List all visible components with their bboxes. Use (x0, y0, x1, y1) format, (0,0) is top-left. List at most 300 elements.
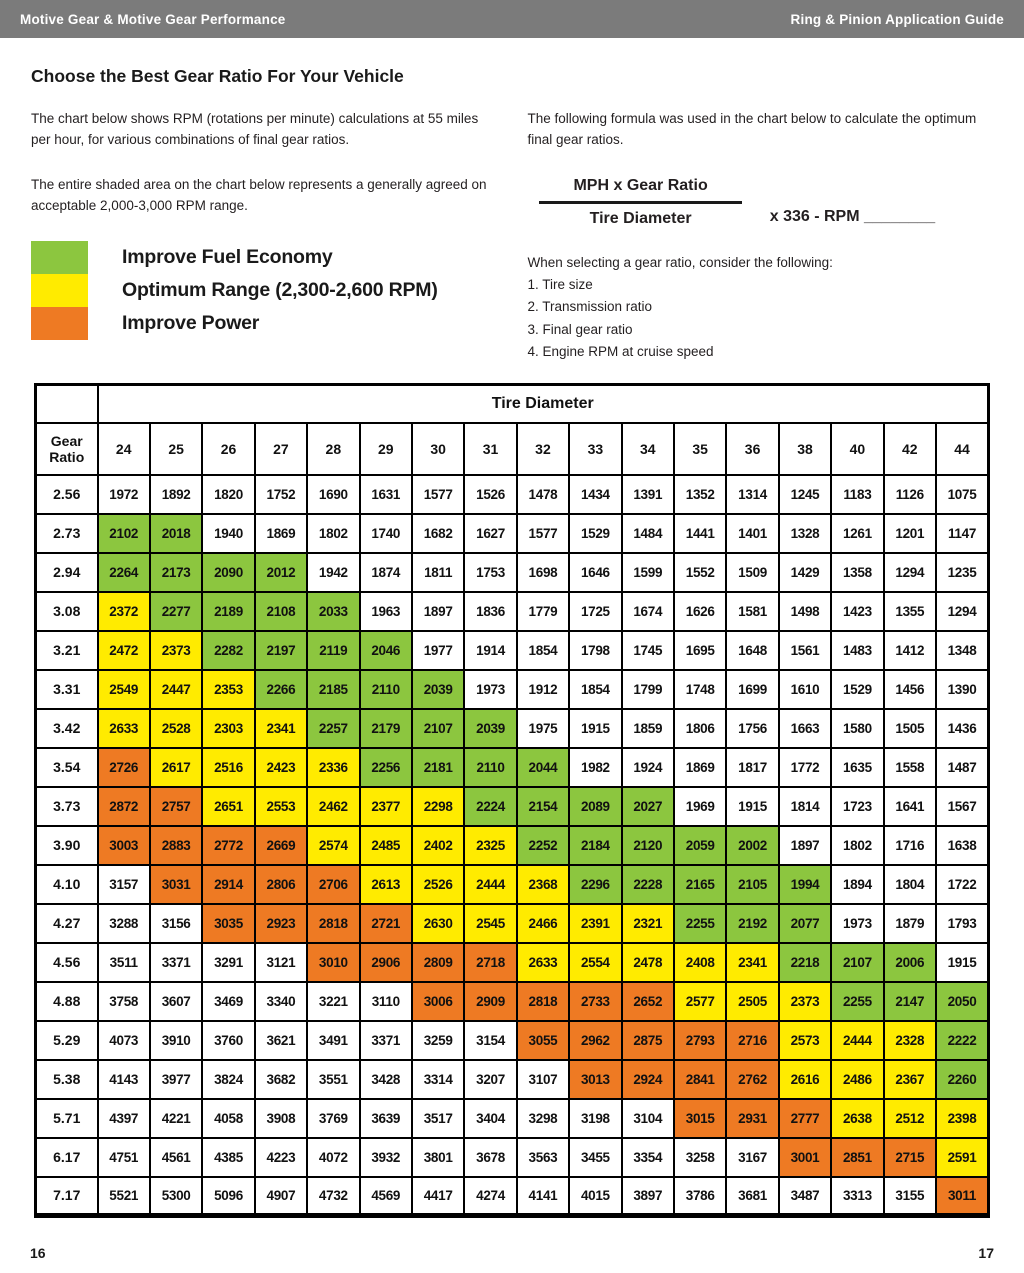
rpm-cell: 2046 (360, 631, 412, 670)
rpm-cell: 2277 (150, 592, 202, 631)
rpm-cell: 2444 (831, 1021, 883, 1060)
rpm-cell: 1977 (412, 631, 464, 670)
rpm-cell: 1456 (884, 670, 936, 709)
gear-ratio-cell: 5.29 (36, 1021, 98, 1060)
rpm-cell: 1529 (569, 514, 621, 553)
rpm-cell: 2107 (412, 709, 464, 748)
gear-ratio-row (36, 865, 989, 904)
header-right-title: Ring & Pinion Application Guide (790, 11, 1004, 27)
page-number-left: 16 (30, 1245, 46, 1261)
rpm-cell: 1994 (779, 865, 831, 904)
tire-diameter-column-header: 27 (255, 423, 307, 475)
rpm-cell: 3011 (936, 1177, 989, 1216)
rpm-cell: 2224 (464, 787, 516, 826)
rpm-cell: 2962 (569, 1021, 621, 1060)
legend-item-power (31, 307, 498, 340)
rpm-cell: 3371 (150, 943, 202, 982)
rpm-cell: 2059 (674, 826, 726, 865)
rpm-cell: 2027 (622, 787, 674, 826)
rpm-cell: 3897 (622, 1177, 674, 1216)
rpm-cell: 1722 (936, 865, 989, 904)
rpm-cell: 3104 (622, 1099, 674, 1138)
gear-ratio-cell: 2.73 (36, 514, 98, 553)
rpm-cell: 2108 (255, 592, 307, 631)
rpm-cell: 3758 (98, 982, 150, 1021)
rpm-cell: 3258 (674, 1138, 726, 1177)
rpm-cell: 1478 (517, 475, 569, 514)
rpm-cell: 2373 (779, 982, 831, 1021)
rpm-cell: 2818 (517, 982, 569, 1021)
rpm-cell: 1558 (884, 748, 936, 787)
rpm-cell: 2257 (307, 709, 359, 748)
rpm-cell: 3314 (412, 1060, 464, 1099)
gear-ratio-cell: 2.94 (36, 553, 98, 592)
rpm-cell: 1690 (307, 475, 359, 514)
rpm-cell: 1580 (831, 709, 883, 748)
rpm-cell: 3678 (464, 1138, 516, 1177)
top-header-bar (0, 0, 1024, 38)
rpm-cell: 4072 (307, 1138, 359, 1177)
rpm-cell: 2398 (936, 1099, 989, 1138)
rpm-cell: 1802 (307, 514, 359, 553)
rpm-cell: 2466 (517, 904, 569, 943)
rpm-cell: 1793 (936, 904, 989, 943)
rpm-cell: 1699 (726, 670, 778, 709)
gear-ratio-row (36, 670, 989, 709)
rpm-cell: 2336 (307, 748, 359, 787)
rpm-cell: 2120 (622, 826, 674, 865)
rpm-cell: 4561 (150, 1138, 202, 1177)
rpm-cell: 3288 (98, 904, 150, 943)
gear-ratio-row (36, 787, 989, 826)
rpm-cell: 2181 (412, 748, 464, 787)
rpm-cell: 1817 (726, 748, 778, 787)
tire-diameter-column-header: 44 (936, 423, 989, 475)
formula-fraction (539, 177, 741, 228)
rpm-cell: 2617 (150, 748, 202, 787)
rpm-cell: 2706 (307, 865, 359, 904)
rpm-cell: 1328 (779, 514, 831, 553)
rpm-cell: 2613 (360, 865, 412, 904)
rpm-cell: 3517 (412, 1099, 464, 1138)
rpm-cell: 4385 (202, 1138, 254, 1177)
tire-diameter-column-header: 42 (884, 423, 936, 475)
rpm-cell: 2185 (307, 670, 359, 709)
rpm-cell: 1147 (936, 514, 989, 553)
gear-ratio-cell: 5.71 (36, 1099, 98, 1138)
rpm-cell: 3621 (255, 1021, 307, 1060)
rpm-cell: 3154 (464, 1021, 516, 1060)
intro-left-column (31, 109, 498, 363)
rpm-cell: 1740 (360, 514, 412, 553)
rpm-cell: 3055 (517, 1021, 569, 1060)
rpm-cell: 2173 (150, 553, 202, 592)
rpm-cell: 1627 (464, 514, 516, 553)
gear-ratio-row (36, 709, 989, 748)
rpm-cell: 3469 (202, 982, 254, 1021)
gear-ratio-cell: 6.17 (36, 1138, 98, 1177)
rpm-cell: 3157 (98, 865, 150, 904)
rpm-cell: 1577 (412, 475, 464, 514)
rpm-cell: 1975 (517, 709, 569, 748)
tire-diameter-header-row (36, 385, 989, 423)
gear-selection-considerations (527, 252, 993, 363)
rpm-cell: 1859 (622, 709, 674, 748)
rpm-cell: 5300 (150, 1177, 202, 1216)
rpm-cell: 2107 (831, 943, 883, 982)
rpm-cell: 3354 (622, 1138, 674, 1177)
gear-ratio-row (36, 514, 989, 553)
rpm-cell: 3681 (726, 1177, 778, 1216)
rpm-cell: 1484 (622, 514, 674, 553)
rpm-cell: 2505 (726, 982, 778, 1021)
rpm-cell: 2325 (464, 826, 516, 865)
gear-ratio-row (36, 1021, 989, 1060)
rpm-cell: 1401 (726, 514, 778, 553)
rpm-cell: 1348 (936, 631, 989, 670)
gear-ratio-row (36, 943, 989, 982)
rpm-cell: 2726 (98, 748, 150, 787)
gear-ratio-row (36, 904, 989, 943)
intro-paragraph-1: The chart below shows RPM (rotations per minute) calculations at 55 miles per hour, for various combinations of final gear ratios. (31, 111, 479, 147)
rpm-cell: 1915 (726, 787, 778, 826)
rpm-cell: 2321 (622, 904, 674, 943)
gear-ratio-cell: 3.73 (36, 787, 98, 826)
rpm-cell: 1894 (831, 865, 883, 904)
rpm-cell: 2228 (622, 865, 674, 904)
rpm-cell: 3371 (360, 1021, 412, 1060)
rpm-cell: 3003 (98, 826, 150, 865)
rpm-cell: 1924 (622, 748, 674, 787)
rpm-cell: 1314 (726, 475, 778, 514)
rpm-cell: 3198 (569, 1099, 621, 1138)
rpm-cell: 2372 (98, 592, 150, 631)
rpm-cell: 2486 (831, 1060, 883, 1099)
tire-diameter-column-header: 31 (464, 423, 516, 475)
rpm-cell: 2328 (884, 1021, 936, 1060)
gear-ratio-row (36, 631, 989, 670)
rpm-cell: 3786 (674, 1177, 726, 1216)
rpm-cell: 1814 (779, 787, 831, 826)
rpm-cell: 3110 (360, 982, 412, 1021)
rpm-cell: 3010 (307, 943, 359, 982)
rpm-cell: 2089 (569, 787, 621, 826)
gear-ratio-cell: 4.10 (36, 865, 98, 904)
consideration-item: 1. Tire size (527, 277, 593, 293)
rpm-cell: 2793 (674, 1021, 726, 1060)
rpm-cell: 1498 (779, 592, 831, 631)
tire-diameter-column-header: 40 (831, 423, 883, 475)
intro-columns (31, 109, 993, 363)
rpm-cell: 1487 (936, 748, 989, 787)
rpm-cell: 1914 (464, 631, 516, 670)
rpm-cell: 1358 (831, 553, 883, 592)
tire-diameter-header: Tire Diameter (98, 385, 989, 423)
rpm-cell: 3563 (517, 1138, 569, 1177)
rpm-cell: 2039 (464, 709, 516, 748)
rpm-cell: 1294 (884, 553, 936, 592)
legend-item-optimum-range (31, 274, 498, 307)
gear-ratio-cell: 3.31 (36, 670, 98, 709)
rpm-cell: 1972 (98, 475, 150, 514)
formula-suffix: x 336 - RPM ________ (769, 207, 936, 225)
rpm-cell: 3155 (884, 1177, 936, 1216)
rpm-cell: 5521 (98, 1177, 150, 1216)
rpm-cell: 2368 (517, 865, 569, 904)
rpm-cell: 1802 (831, 826, 883, 865)
rpm-cell: 2298 (412, 787, 464, 826)
rpm-cell: 1245 (779, 475, 831, 514)
rpm-cell: 2189 (202, 592, 254, 631)
rpm-cell: 2757 (150, 787, 202, 826)
rpm-cell: 1646 (569, 553, 621, 592)
rpm-cell: 1820 (202, 475, 254, 514)
rpm-cell: 2883 (150, 826, 202, 865)
rpm-cell: 2616 (779, 1060, 831, 1099)
rpm-cell: 2733 (569, 982, 621, 1021)
header-left-title: Motive Gear & Motive Gear Performance (20, 11, 286, 27)
rpm-cell: 2090 (202, 553, 254, 592)
rpm-cell: 3824 (202, 1060, 254, 1099)
rpm-cell: 2931 (726, 1099, 778, 1138)
rpm-cell: 4221 (150, 1099, 202, 1138)
rpm-cell: 3313 (831, 1177, 883, 1216)
gear-ratio-cell: 5.38 (36, 1060, 98, 1099)
rpm-cell: 1940 (202, 514, 254, 553)
rpm-cell: 4141 (517, 1177, 569, 1216)
considerations-title: When selecting a gear ratio, consider the following: (527, 254, 833, 270)
rpm-cell: 1963 (360, 592, 412, 631)
rpm-cell: 1663 (779, 709, 831, 748)
rpm-cell: 2006 (884, 943, 936, 982)
rpm-cell: 4417 (412, 1177, 464, 1216)
rpm-cell: 3259 (412, 1021, 464, 1060)
consideration-item: 2. Transmission ratio (527, 299, 653, 315)
rpm-cell: 2573 (779, 1021, 831, 1060)
rpm-cell: 3035 (202, 904, 254, 943)
rpm-cell: 1567 (936, 787, 989, 826)
rpm-cell: 3298 (517, 1099, 569, 1138)
rpm-cell: 1836 (464, 592, 516, 631)
rpm-cell: 1798 (569, 631, 621, 670)
gear-ratio-cell: 3.90 (36, 826, 98, 865)
rpm-cell: 3639 (360, 1099, 412, 1138)
rpm-cell: 1772 (779, 748, 831, 787)
rpm-cell: 1635 (831, 748, 883, 787)
rpm-cell: 3006 (412, 982, 464, 1021)
rpm-cell: 2353 (202, 670, 254, 709)
rpm-cell: 2909 (464, 982, 516, 1021)
rpm-cell: 1912 (517, 670, 569, 709)
rpm-cell: 2721 (360, 904, 412, 943)
rpm-cell: 1869 (255, 514, 307, 553)
rpm-cell: 2638 (831, 1099, 883, 1138)
tire-diameter-column-header: 34 (622, 423, 674, 475)
rpm-cell: 4397 (98, 1099, 150, 1138)
intro-right-column (527, 109, 993, 363)
rpm-cell: 1752 (255, 475, 307, 514)
tire-diameter-column-header: 36 (726, 423, 778, 475)
rpm-cell: 1505 (884, 709, 936, 748)
rpm-cell: 1436 (936, 709, 989, 748)
gear-ratio-row (36, 553, 989, 592)
rpm-cell: 2266 (255, 670, 307, 709)
gear-ratio-cell: 3.54 (36, 748, 98, 787)
rpm-cell: 1429 (779, 553, 831, 592)
rpm-cell: 4058 (202, 1099, 254, 1138)
rpm-cell: 2105 (726, 865, 778, 904)
rpm-cell: 2255 (831, 982, 883, 1021)
rpm-cell: 2444 (464, 865, 516, 904)
column-header-row (36, 423, 989, 475)
rpm-cell: 1748 (674, 670, 726, 709)
rpm-cell: 2806 (255, 865, 307, 904)
rpm-cell: 1804 (884, 865, 936, 904)
gear-ratio-row (36, 1177, 989, 1216)
rpm-cell: 2777 (779, 1099, 831, 1138)
rpm-cell: 2516 (202, 748, 254, 787)
rpm-cell: 2669 (255, 826, 307, 865)
rpm-cell: 2154 (517, 787, 569, 826)
rpm-cell: 1577 (517, 514, 569, 553)
rpm-cell: 2147 (884, 982, 936, 1021)
rpm-cell: 3760 (202, 1021, 254, 1060)
rpm-cell: 2549 (98, 670, 150, 709)
rpm-cell: 1581 (726, 592, 778, 631)
rpm-cell: 2218 (779, 943, 831, 982)
tire-diameter-column-header: 25 (150, 423, 202, 475)
rpm-cell: 2391 (569, 904, 621, 943)
rpm-cell: 3932 (360, 1138, 412, 1177)
rpm-cell: 2512 (884, 1099, 936, 1138)
gear-ratio-cell: 4.88 (36, 982, 98, 1021)
gear-ratio-row (36, 1099, 989, 1138)
rpm-cell: 2002 (726, 826, 778, 865)
rpm-cell: 2282 (202, 631, 254, 670)
consideration-item: 4. Engine RPM at cruise speed (527, 343, 714, 359)
rpm-cell: 1879 (884, 904, 936, 943)
rpm-cell: 1201 (884, 514, 936, 553)
rpm-cell: 1716 (884, 826, 936, 865)
rpm-cell: 3487 (779, 1177, 831, 1216)
rpm-cell: 1811 (412, 553, 464, 592)
rpm-cell: 1529 (831, 670, 883, 709)
rpm-cell: 3167 (726, 1138, 778, 1177)
rpm-cell: 2574 (307, 826, 359, 865)
rpm-cell: 1434 (569, 475, 621, 514)
gear-ratio-cell: 3.21 (36, 631, 98, 670)
rpm-cell: 3801 (412, 1138, 464, 1177)
rpm-cell: 1779 (517, 592, 569, 631)
rpm-cell: 1854 (517, 631, 569, 670)
gear-ratio-cell: 4.56 (36, 943, 98, 982)
rpm-cell: 4751 (98, 1138, 150, 1177)
rpm-cell: 1897 (412, 592, 464, 631)
rpm-cell: 2255 (674, 904, 726, 943)
rpm-cell: 2577 (674, 982, 726, 1021)
rpm-cell: 1753 (464, 553, 516, 592)
gear-ratio-row (36, 982, 989, 1021)
tire-diameter-column-header: 33 (569, 423, 621, 475)
rpm-cell: 2402 (412, 826, 464, 865)
rpm-cell: 1723 (831, 787, 883, 826)
rpm-cell: 2591 (936, 1138, 989, 1177)
rpm-cell: 1892 (150, 475, 202, 514)
consideration-item: 3. Final gear ratio (527, 321, 633, 337)
rpm-cell: 2485 (360, 826, 412, 865)
rpm-cell: 1441 (674, 514, 726, 553)
rpm-cell: 2818 (307, 904, 359, 943)
gear-ratio-cell: 4.27 (36, 904, 98, 943)
legend-label: Improve Fuel Economy (122, 245, 333, 268)
rpm-cell: 2367 (884, 1060, 936, 1099)
tire-diameter-column-header: 28 (307, 423, 359, 475)
gear-ratio-cell: 3.42 (36, 709, 98, 748)
rpm-cell: 3121 (255, 943, 307, 982)
gear-ratio-row (36, 1138, 989, 1177)
rpm-cell: 4274 (464, 1177, 516, 1216)
rpm-cell: 1641 (884, 787, 936, 826)
rpm-cell: 2119 (307, 631, 359, 670)
tire-diameter-column-header: 29 (360, 423, 412, 475)
rpm-cell: 2077 (779, 904, 831, 943)
rpm-formula (539, 177, 993, 228)
legend-label: Improve Power (122, 311, 260, 334)
gear-ratio-rpm-table (34, 383, 990, 1218)
rpm-cell: 3031 (150, 865, 202, 904)
rpm-cell: 2809 (412, 943, 464, 982)
gear-ratio-cell: 3.08 (36, 592, 98, 631)
rpm-cell: 2851 (831, 1138, 883, 1177)
rpm-cell: 2526 (412, 865, 464, 904)
rpm-cell: 2447 (150, 670, 202, 709)
rpm-cell: 2472 (98, 631, 150, 670)
rpm-cell: 2252 (517, 826, 569, 865)
rpm-cell: 1183 (831, 475, 883, 514)
rpm-cell: 2633 (517, 943, 569, 982)
page-number-right: 17 (978, 1245, 994, 1261)
rpm-cell: 3221 (307, 982, 359, 1021)
rpm-cell: 3607 (150, 982, 202, 1021)
rpm-cell: 2012 (255, 553, 307, 592)
rpm-cell: 5096 (202, 1177, 254, 1216)
rpm-cell: 2110 (464, 748, 516, 787)
rpm-cell: 1631 (360, 475, 412, 514)
rpm-cell: 3428 (360, 1060, 412, 1099)
rpm-cell: 2633 (98, 709, 150, 748)
legend-swatch-orange (31, 307, 88, 340)
rpm-cell: 3977 (150, 1060, 202, 1099)
rpm-cell: 1854 (569, 670, 621, 709)
rpm-cell: 2264 (98, 553, 150, 592)
legend-label: Optimum Range (2,300-2,600 RPM) (122, 278, 438, 301)
rpm-cell: 1126 (884, 475, 936, 514)
rpm-cell: 2050 (936, 982, 989, 1021)
rpm-cell: 1725 (569, 592, 621, 631)
rpm-cell: 2039 (412, 670, 464, 709)
rpm-cell: 1390 (936, 670, 989, 709)
tire-diameter-column-header: 32 (517, 423, 569, 475)
rpm-cell: 1235 (936, 553, 989, 592)
rpm-cell: 4907 (255, 1177, 307, 1216)
color-legend (31, 241, 498, 340)
rpm-cell: 3511 (98, 943, 150, 982)
gear-ratio-row (36, 826, 989, 865)
rpm-cell: 2553 (255, 787, 307, 826)
rpm-cell: 1412 (884, 631, 936, 670)
rpm-cell: 1483 (831, 631, 883, 670)
rpm-cell: 1294 (936, 592, 989, 631)
